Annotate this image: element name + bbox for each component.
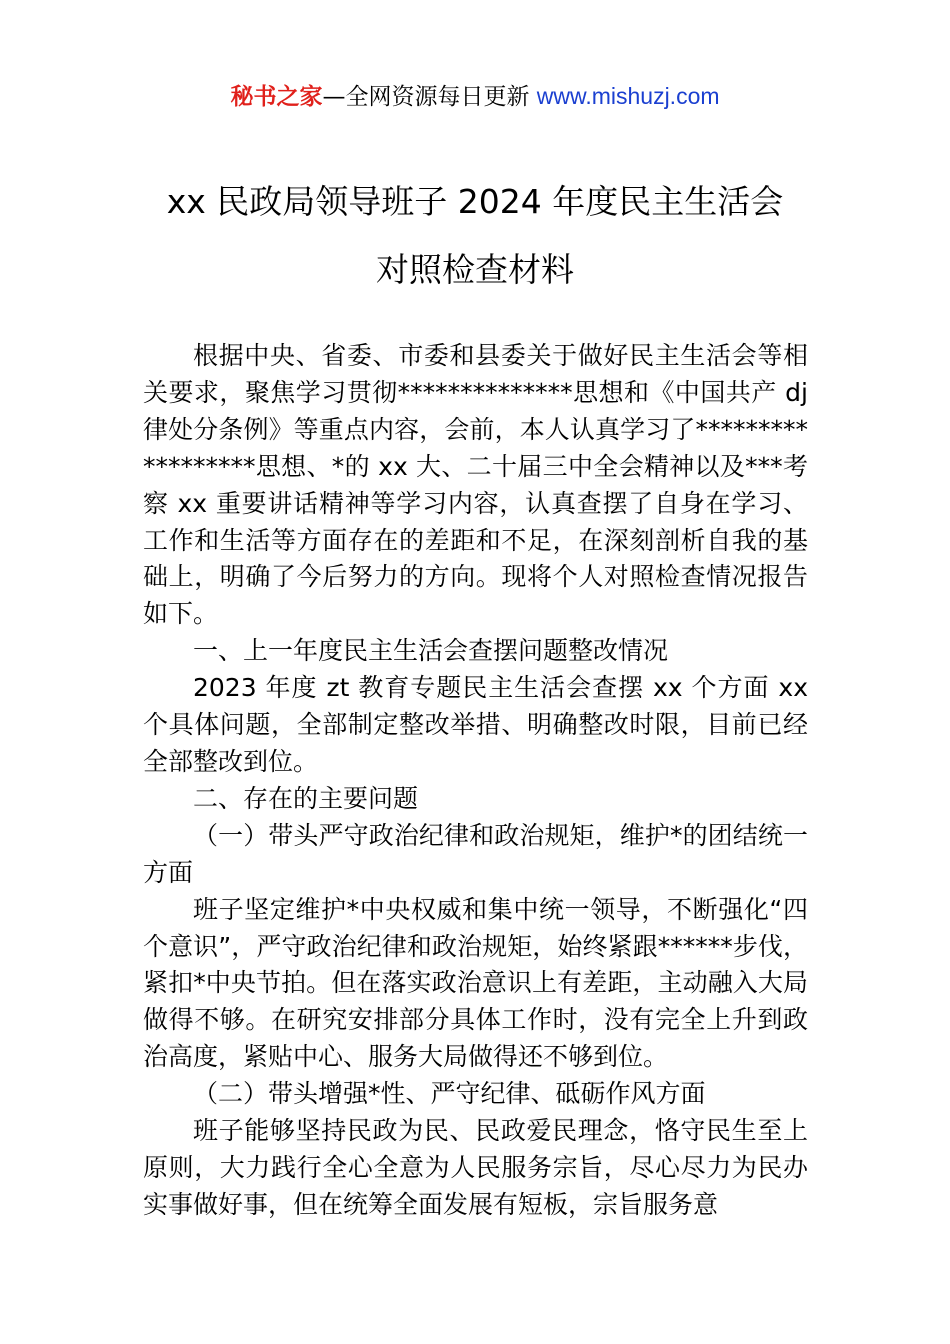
intro-paragraph: 根据中央、省委、市委和县委关于做好民主生活会等相关要求，聚焦学习贯彻**************思想和《中国共产 dj 律处分条例》等重点内容，会前，本人认真学习了******************思想、*的 xx 大、二十届三中全会精神以及***考察 xx 重要讲话精神等学习内容，认真查摆了自身在学习、工作和生活等方面存在的差距和不足，在深刻剖析自我的基础上，明确了今后努力的方向。现将个人对照检查情况报告如下。 [143,341,808,629]
site-url-link[interactable]: www.mishuzj.com [536,83,720,109]
document-title-line-1: xx 民政局领导班子 2024 年度民主生活会 [166,182,784,221]
section-heading-2: 二、存在的主要问题 [193,783,419,813]
document-body [143,338,808,1224]
section-heading-1: 一、上一年度民主生活会查摆问题整改情况 [193,636,669,666]
subsection-heading-1: （一）带头严守政治纪律和政治规矩，维护*的团结统一方面 [143,820,808,887]
site-header [0,80,950,113]
document-title-line-2: 对照检查材料 [376,250,574,289]
header-tagline: —全网资源每日更新 [322,84,537,110]
section-1-paragraph: 2023 年度 zt 教育专题民主生活会查摆 xx 个方面 xx 个具体问题，全部制定整改举措、明确整改时限，目前已经全部整改到位。 [143,673,808,776]
brand-name: 秘书之家 [230,84,323,110]
subsection-2-paragraph: 班子能够坚持民政为民、民政爱民理念，恪守民生至上原则，大力践行全心全意为人民服务宗旨，尽心尽力为民办实事做好事，但在统筹全面发展有短板，宗旨服务意 [143,1116,808,1219]
subsection-heading-2: （二）带头增强*性、严守纪律、砥砺作风方面 [193,1079,706,1109]
subsection-1-paragraph: 班子坚定维护*中央权威和集中统一领导，不断强化“四个意识”，严守政治纪律和政治规矩，始终紧跟******步伐，紧扣*中央节拍。但在落实政治意识上有差距，主动融入大局做得不够。在研究安排部分具体工作时，没有完全上升到政治高度，紧贴中心、服务大局做得还不够到位。 [143,894,808,1072]
